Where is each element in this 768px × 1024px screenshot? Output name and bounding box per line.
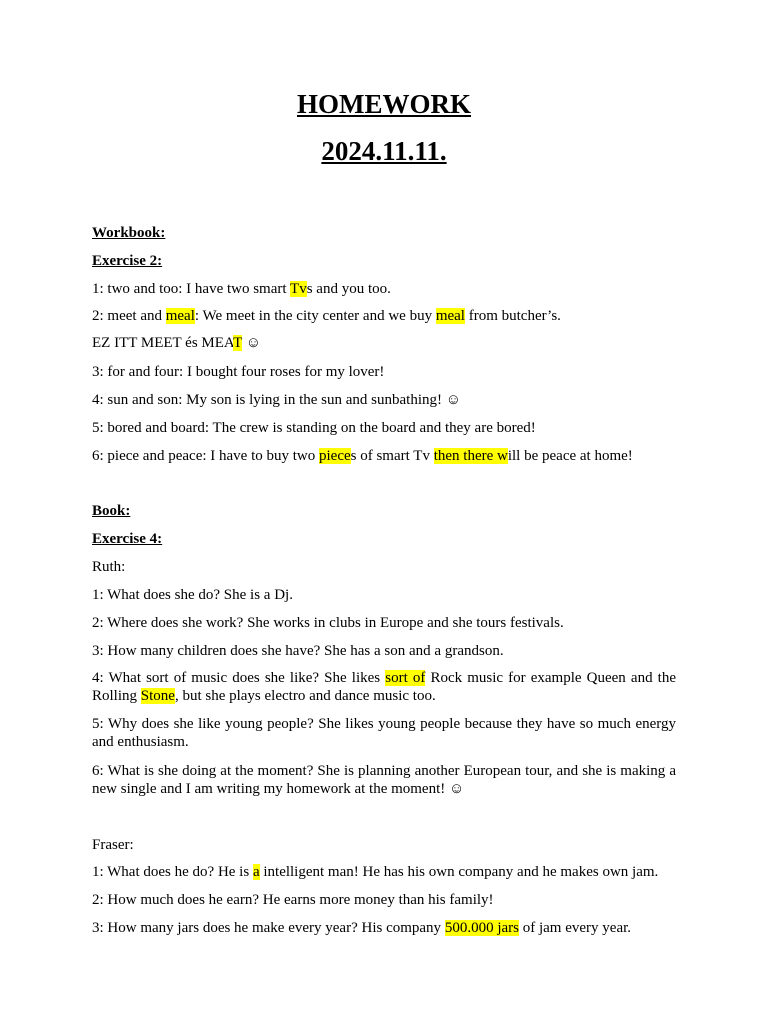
text-segment: of jam every year.: [518, 920, 632, 936]
text-segment: 2: meet and: [92, 308, 166, 324]
highlighted-text: meal: [435, 308, 465, 324]
book-heading: Book:: [92, 503, 131, 519]
exercise-4-heading: Exercise 4:: [92, 531, 163, 547]
exercise-2-line-3: 3: for and four: I bought four roses for my lover!: [92, 364, 385, 380]
exercise-2-line-4: 4: sun and son: My son is lying in the sun and sunbathing! ☺: [92, 392, 462, 408]
exercise-2-line-5: 5: bored and board: The crew is standing on the board and they are bored!: [92, 420, 536, 436]
text-segment: s of smart Tv: [350, 448, 434, 464]
highlighted-text: Stone: [140, 688, 175, 704]
text-segment: s and you too.: [306, 281, 391, 297]
highlighted-text: then there w: [433, 448, 508, 464]
highlighted-text: meal: [165, 308, 195, 324]
ruth-answer-4: [92, 669, 676, 705]
exercise-2-note: [92, 334, 676, 352]
text-segment: 1: What does he do? He is: [92, 864, 253, 880]
highlighted-text: Tv: [290, 281, 307, 297]
text-segment: 3: How many jars does he make every year? His company: [92, 920, 445, 936]
highlighted-text: piece: [319, 448, 351, 464]
fraser-answer-2: 2: How much does he earn? He earns more money than his family!: [92, 892, 494, 908]
text-segment: intelligent man! He has his own company and he makes own jam.: [259, 864, 659, 880]
document-title: HOMEWORK: [297, 89, 471, 119]
ruth-label: Ruth:: [92, 559, 126, 575]
text-segment: 4: What sort of music does she like? She likes: [92, 670, 386, 686]
text-segment: , but she plays electro and dance music too.: [174, 688, 436, 704]
fraser-answer-1: [92, 863, 676, 881]
exercise-2-line-6: [92, 447, 676, 465]
document-date: 2024.11.11.: [321, 136, 447, 166]
ruth-answer-1: 1: What does she do? She is a Dj.: [92, 587, 293, 603]
ruth-answer-2: 2: Where does she work? She works in clubs in Europe and she tours festivals.: [92, 615, 564, 631]
text-segment: EZ ITT MEET és MEA: [92, 335, 234, 351]
highlighted-text: a: [252, 864, 260, 880]
workbook-heading: Workbook:: [92, 225, 166, 241]
text-segment: Rock music for example Queen and the Rolling: [92, 670, 677, 704]
text-segment: from butcher’s.: [464, 308, 561, 324]
exercise-2-heading: Exercise 2:: [92, 253, 163, 269]
text-segment: ☺: [242, 335, 262, 351]
text-segment: 6: piece and peace: I have to buy two: [92, 448, 319, 464]
ruth-answer-5: 5: Why does she like young people? She likes young people because they have so much energy and enthusiasm.: [92, 716, 676, 750]
text-segment: 1: two and too: I have two smart: [92, 281, 291, 297]
exercise-2-line-2: [92, 307, 676, 325]
highlighted-text: sort of: [385, 670, 426, 686]
ruth-answer-3: 3: How many children does she have? She has a son and a grandson.: [92, 643, 504, 659]
ruth-answer-6: 6: What is she doing at the moment? She is planning another European tour, and she is making a new single and I am writing my homework at the moment! ☺: [92, 763, 676, 797]
fraser-answer-3: [92, 919, 676, 937]
text-segment: : We meet in the city center and we buy: [194, 308, 436, 324]
exercise-2-line-1: [92, 280, 676, 298]
highlighted-text: T: [233, 335, 242, 351]
text-segment: ill be peace at home!: [507, 448, 633, 464]
highlighted-text: 500.000 jars: [444, 920, 519, 936]
fraser-label: Fraser:: [92, 837, 134, 853]
